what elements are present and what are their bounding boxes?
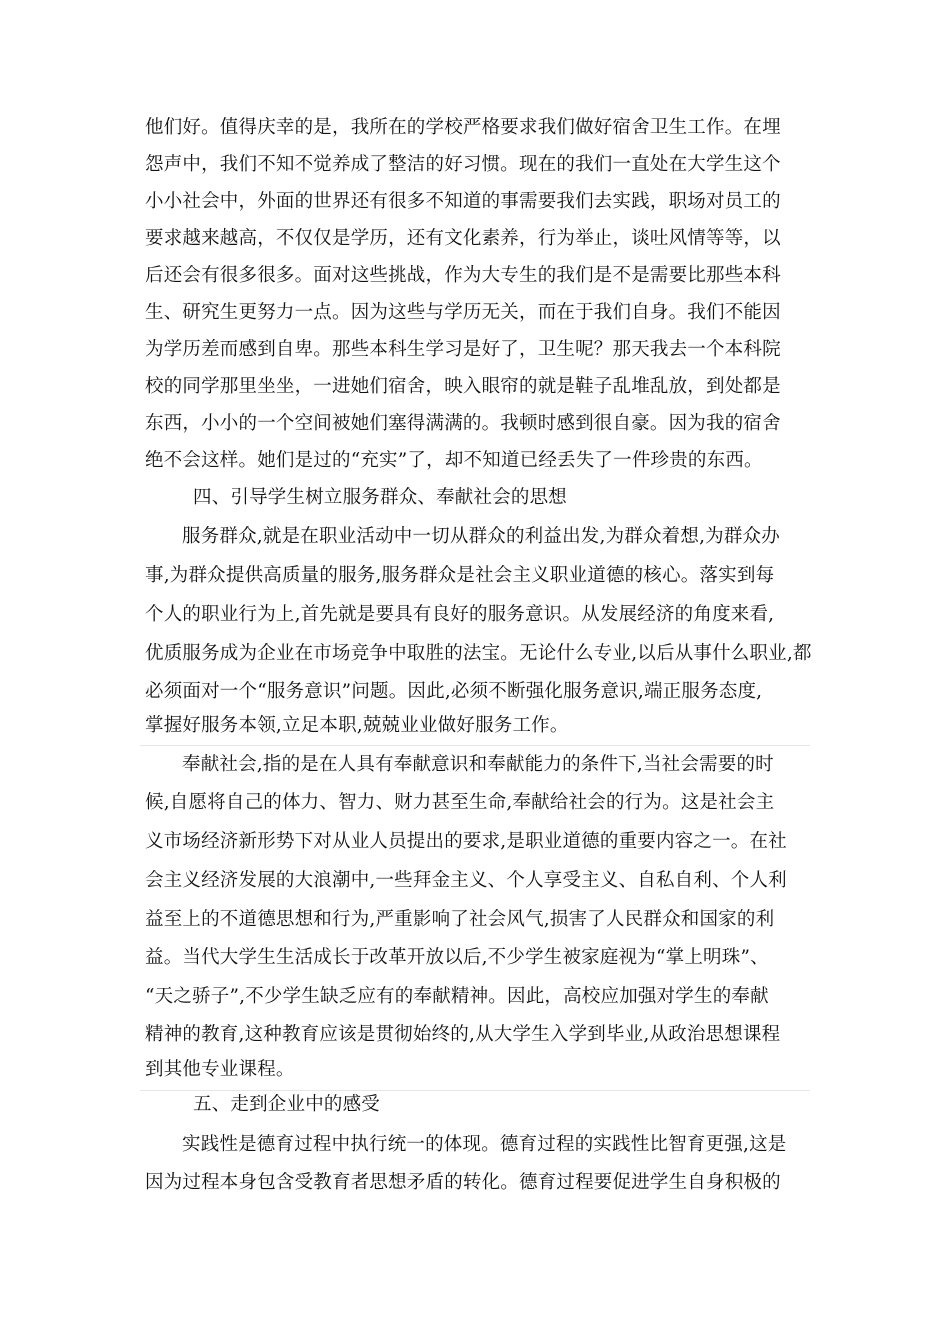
text-line: 个人的职业行为上,首先就是要具有良好的服务意识。从发展经济的角度来看, xyxy=(145,604,775,625)
text-line: “天之骄子”,不少学生缺乏应有的奉献精神。因此，高校应加强对学生的奉献 xyxy=(145,986,769,1007)
text-line: 生、研究生更努力一点。因为这些与学历无关，而在于我们自身。我们不能因 xyxy=(145,302,781,323)
text-line: 要求越来越高，不仅仅是学历，还有文化素养，行为举止，谈吐风情等等，以 xyxy=(145,228,781,249)
text-line: 益至上的不道德思想和行为,严重影响了社会风气,损害了人民群众和国家的利 xyxy=(145,909,775,930)
text-line: 因为过程本身包含受教育者思想矛盾的转化。德育过程要促进学生自身积极的 xyxy=(145,1172,781,1193)
text-line: 东西，小小的一个空间被她们塞得满满的。我顿时感到很自豪。因为我的宿舍 xyxy=(145,413,781,434)
text-line: 益。当代大学生生活成长于改革开放以后,不少学生被家庭视为“掌上明珠”、 xyxy=(145,947,769,968)
text-line: 服务群众,就是在职业活动中一切从群众的利益出发,为群众着想,为群众办 xyxy=(182,526,780,547)
text-line: 会主义经济发展的大浪潮中,一些拜金主义、个人享受主义、自私自利、个人利 xyxy=(145,870,787,891)
text-line: 必须面对一个“服务意识”问题。因此,必须不断强化服务意识,端正服务态度, xyxy=(145,681,763,702)
text-line: 精神的教育,这种教育应该是贯彻始终的,从大学生入学到毕业,从政治思想课程 xyxy=(145,1024,781,1045)
text-line: 后还会有很多很多。面对这些挑战，作为大专生的我们是不是需要比那些本科 xyxy=(145,265,781,286)
section-heading: 五、走到企业中的感受 xyxy=(193,1094,381,1115)
text-line: 奉献社会,指的是在人具有奉献意识和奉献能力的条件下,当社会需要的时 xyxy=(182,754,774,775)
text-line: 实践性是德育过程中执行统一的体现。德育过程的实践性比智育更强,这是 xyxy=(182,1134,787,1155)
text-line: 到其他专业课程。 xyxy=(145,1059,295,1080)
text-line: 掌握好服务本领,立足本职,兢兢业业做好服务工作。 xyxy=(145,715,569,736)
text-line: 候,自愿将自己的体力、智力、财力甚至生命,奉献给社会的行为。这是社会主 xyxy=(145,792,775,813)
text-line: 校的同学那里坐坐，一进她们宿舍，映入眼帘的就是鞋子乱堆乱放，到处都是 xyxy=(145,376,781,397)
text-line: 义市场经济新形势下对从业人员提出的要求,是职业道德的重要内容之一。在社 xyxy=(145,831,787,852)
text-line: 小小社会中，外面的世界还有很多不知道的事需要我们去实践，职场对员工的 xyxy=(145,191,781,212)
divider xyxy=(140,745,810,746)
text-line: 怨声中，我们不知不觉养成了整洁的好习惯。现在的我们一直处在大学生这个 xyxy=(145,154,781,175)
divider xyxy=(140,1090,810,1091)
text-line: 绝不会这样。她们是过的“充实”了，却不知道已经丢失了一件珍贵的东西。 xyxy=(145,450,763,471)
text-line: 他们好。值得庆幸的是，我所在的学校严格要求我们做好宿舍卫生工作。在埋 xyxy=(145,117,781,138)
text-line: 事,为群众提供高质量的服务,服务群众是社会主义职业道德的核心。落实到每 xyxy=(145,565,775,586)
section-heading: 四、引导学生树立服务群众、奉献社会的思想 xyxy=(193,487,568,508)
text-line: 优质服务成为企业在市场竞争中取胜的法宝。无论什么专业,以后从事什么职业,都 xyxy=(145,643,812,664)
text-line: 为学历差而感到自卑。那些本科生学习是好了，卫生呢？那天我去一个本科院 xyxy=(145,339,781,360)
